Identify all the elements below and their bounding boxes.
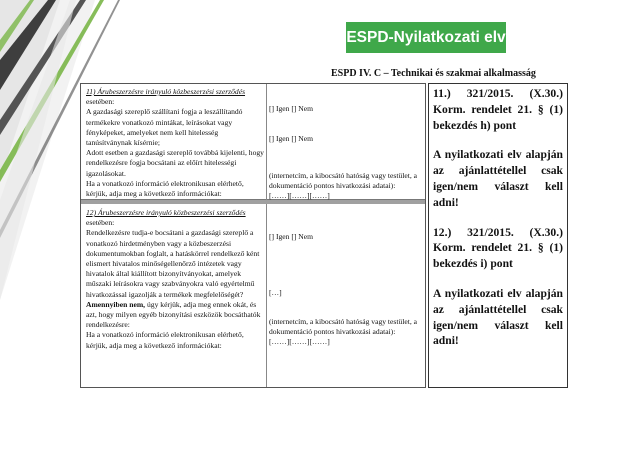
row-12-description xyxy=(86,208,266,351)
row-11-web-info-text: (internetcím, a kibocsátó hatóság vagy testület, a dokumentáció pontos hivatkozási adatai): xyxy=(269,171,418,191)
row-11-web-value: [……][……][……] xyxy=(269,191,330,201)
row-11-line: Adott esetben a gazdasági szereplő továbbá kijelenti, hogy rendelkezésre fogja bocsátani az előírt hitelességi igazolásokat. xyxy=(86,148,264,178)
row-11-line: Ha a vonatkozó információ elektronikusan elérhető, kérjük, adja meg a következő információkat: xyxy=(86,178,244,199)
note-text-11: A nyilatkozati elv alapján az ajánlattétellel csak igen/nem választ kell adni! xyxy=(433,148,563,209)
row-11-description xyxy=(86,87,266,199)
slide-title-banner xyxy=(346,22,506,53)
row-separator xyxy=(81,200,425,204)
table-row xyxy=(81,200,425,387)
slide-title: ESPD-Nyilatkozati elv xyxy=(346,28,506,46)
legal-note-box xyxy=(428,83,568,388)
note-text-12: A nyilatkozati elv alapján az ajánlattétellel csak igen/nem választ kell adni! xyxy=(433,286,563,348)
row-12-line: úgy kérjük, adja meg ennek okát, és azt, hogy milyen egyéb bizonyítási eszközök bocsáthatók rendelkezésre: xyxy=(86,299,261,330)
row-12-answer-1: [] Igen [] Nem xyxy=(269,232,314,241)
row-11-title: 11) Árubeszerzésre irányuló közbeszerzési szerződés xyxy=(86,87,246,96)
row-12-title: 12) Árubeszerzésre irányuló közbeszerzési szerződés xyxy=(86,208,246,217)
espd-table xyxy=(80,83,426,388)
row-12-suffix: esetében: xyxy=(86,218,115,228)
row-12-line: Rendelkezésre tudja-e bocsátani a gazdasági szereplő a vonatkozó hirdetményben vagy a közbeszerzési dokumentumokban foglalt, a hatáskörrel rendelkező ként elismert hivatalos minőségellenőrző intézetek vagy hivatalok által kiállított bizonyítványokat, amelyek műszaki leírásokra vagy szabványokra való egyértelmű hivatkozással igazolják a termékek megfelelőségét? xyxy=(86,228,260,299)
note-reference-12: 12.) 321/2015. (X.30.) Korm. rendelet 21. § (1) bekezdés i) pont xyxy=(433,225,563,271)
row-11-answer-1: [] Igen [] Nem xyxy=(269,104,314,113)
note-reference-11: 11.) 321/2015. (X.30.) Korm. rendelet 21. § (1) bekezdés h) pont xyxy=(433,87,563,132)
row-11-line: A gazdasági szereplő szállítani fogja a leszállítandó termékekre vonatkozó mintákat, leírásokat vagy fényképeket, amelyeket nem kell hitelesség tanúsítványnak kísérnie; xyxy=(86,107,243,148)
row-12-answer-2: […] xyxy=(269,288,282,297)
row-12-line: Ha a vonatkozó információ elektronikusan elérhető, kérjük, adja meg a következő információkat: xyxy=(86,330,244,350)
row-12-bold-text: Amennyiben nem, xyxy=(86,299,146,309)
section-subheading: ESPD IV. C – Technikai és szakmai alkalmasság xyxy=(331,68,536,79)
table-row xyxy=(81,84,425,200)
row-11-answer-2: [] Igen [] Nem xyxy=(269,134,314,143)
row-12-web-info xyxy=(269,317,423,348)
row-12-web-value: [……][……][……] xyxy=(269,337,330,347)
column-divider xyxy=(266,84,267,200)
row-12-web-info-text: (internetcím, a kibocsátó hatóság vagy testület, a dokumentáció pontos hivatkozási adatai): xyxy=(269,317,418,337)
row-11-web-info xyxy=(269,171,423,202)
row-11-suffix: esetében: xyxy=(86,97,115,107)
column-divider xyxy=(266,204,267,387)
